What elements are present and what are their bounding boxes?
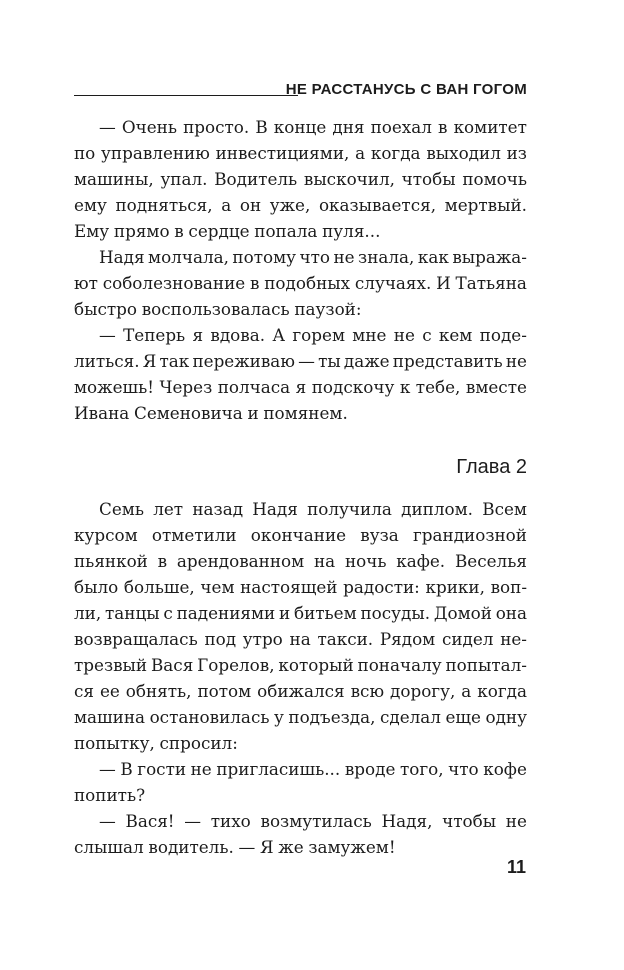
word: отметили	[151, 525, 237, 545]
word: не	[190, 759, 212, 779]
word: инвестициями,	[215, 143, 350, 163]
text-line	[74, 114, 527, 140]
word: Надя	[252, 499, 298, 519]
word: знала,	[358, 247, 415, 267]
running-header	[74, 79, 527, 99]
word: чем	[200, 577, 235, 597]
text-line	[74, 192, 527, 218]
word: подняться,	[115, 195, 213, 215]
word: Ему	[74, 221, 110, 241]
word: который	[278, 655, 354, 675]
word: прямо	[113, 221, 170, 241]
word: было	[74, 577, 119, 597]
word: пригласишь...	[216, 759, 341, 779]
word: на	[289, 629, 311, 649]
word: Очень	[121, 117, 177, 137]
word: кафе.	[396, 551, 446, 571]
word: А	[272, 325, 286, 345]
word: битьем	[293, 603, 357, 623]
word: больше,	[123, 577, 195, 597]
word: комитет	[453, 117, 527, 137]
word: выража-	[452, 247, 527, 267]
word: и	[279, 603, 291, 623]
word: попала	[254, 221, 318, 241]
word: мне	[352, 325, 387, 345]
word: уже,	[269, 195, 311, 215]
word: подобных	[264, 273, 351, 293]
word: одну	[485, 707, 527, 727]
word: подъезда,	[288, 707, 376, 727]
text-line	[74, 600, 527, 626]
text-line	[74, 296, 527, 322]
word: окончание	[250, 525, 347, 545]
word: еще	[445, 707, 481, 727]
word: я	[192, 325, 204, 345]
word: возмутилась	[260, 811, 372, 831]
word: крики,	[425, 577, 485, 597]
word: настоящей	[240, 577, 338, 597]
word: управлению	[101, 143, 210, 163]
word: Ивана	[74, 403, 130, 423]
word: к	[399, 377, 411, 397]
word: литься.	[74, 351, 140, 371]
word: молчала,	[148, 247, 229, 267]
text-line	[74, 322, 527, 348]
text-block-1	[74, 114, 527, 426]
word: диплом.	[401, 499, 473, 519]
text-line	[74, 244, 527, 270]
text-line	[74, 782, 527, 808]
text-line	[74, 548, 527, 574]
word: обижался	[257, 681, 345, 701]
word: воспользовалась	[141, 299, 290, 319]
word: с	[163, 603, 173, 623]
word: соболезнование	[102, 273, 246, 293]
word: потом	[197, 681, 252, 701]
word: остановилась	[149, 707, 270, 727]
word: паузой:	[294, 299, 362, 319]
word: Я	[142, 351, 157, 371]
word: назад	[192, 499, 244, 519]
word: поде-	[479, 325, 527, 345]
word: —	[238, 837, 256, 857]
word: так	[159, 351, 190, 371]
text-line	[74, 756, 527, 782]
word: оказывается,	[318, 195, 437, 215]
word: ее	[99, 681, 120, 701]
text-line	[74, 704, 527, 730]
text-line	[74, 808, 527, 834]
word: посуды.	[360, 603, 431, 623]
word: Семь	[99, 499, 144, 519]
word: водитель.	[148, 837, 234, 857]
word: сделал	[379, 707, 441, 727]
word: лет	[153, 499, 184, 519]
word: арендованном	[176, 551, 305, 571]
text-line	[74, 140, 527, 166]
word: курсом	[74, 525, 138, 545]
word: она	[495, 603, 527, 623]
word: представить	[392, 351, 503, 371]
word: падениями	[176, 603, 276, 623]
word: обнять,	[125, 681, 192, 701]
text-line	[74, 626, 527, 652]
word: когда	[370, 143, 421, 163]
word: Горелов,	[197, 655, 275, 675]
word: помочь	[462, 169, 527, 189]
word: Татьяна	[455, 273, 527, 293]
word: дорогу,	[390, 681, 456, 701]
word: попытку,	[74, 733, 155, 753]
word: ли,	[74, 603, 102, 623]
text-line	[74, 574, 527, 600]
word: вроде	[344, 759, 396, 779]
word: потому	[232, 247, 297, 267]
word: вуза	[360, 525, 399, 545]
word: И	[436, 273, 451, 293]
word: ему	[74, 195, 107, 215]
word: получила	[307, 499, 392, 519]
word: машины,	[74, 169, 154, 189]
word: того,	[399, 759, 444, 779]
word: Теперь	[123, 325, 186, 345]
word: случаях.	[354, 273, 432, 293]
text-line	[74, 166, 527, 192]
word: что	[299, 247, 330, 267]
text-line	[74, 834, 527, 860]
word: замужем!	[308, 837, 396, 857]
word: просто.	[183, 117, 250, 137]
word: пуля...	[322, 221, 381, 241]
word: под	[204, 629, 237, 649]
text-line	[74, 496, 527, 522]
word: дня	[332, 117, 365, 137]
chapter-title: Глава 2	[456, 456, 527, 478]
word: кофе	[483, 759, 527, 779]
word: ся	[74, 681, 94, 701]
word: Водитель	[214, 169, 298, 189]
word: что	[448, 759, 479, 779]
word: поехал	[370, 117, 432, 137]
word: такси.	[317, 629, 374, 649]
word: ночь	[344, 551, 387, 571]
word: сердце	[188, 221, 250, 241]
word: же	[278, 837, 304, 857]
word: из	[506, 143, 527, 163]
word: я	[295, 377, 307, 397]
text-line	[74, 730, 527, 756]
word: в	[250, 273, 260, 293]
text-block-2	[74, 496, 527, 860]
word: как	[417, 247, 449, 267]
word: конце	[273, 117, 327, 137]
word: переживаю	[192, 351, 295, 371]
word: машина	[74, 707, 146, 727]
word: ют	[74, 273, 98, 293]
word: попытал-	[445, 655, 527, 675]
header-rule	[74, 95, 298, 96]
word: чтобы	[442, 811, 497, 831]
word: возвращалась	[74, 629, 198, 649]
word: Надя	[99, 247, 145, 267]
word: танцы	[104, 603, 160, 623]
word: помянем.	[263, 403, 348, 423]
word: воп-	[490, 577, 527, 597]
word: в	[174, 221, 184, 241]
word: вместе	[465, 377, 527, 397]
word: вдова.	[210, 325, 266, 345]
word: ты	[318, 351, 341, 371]
word: тихо	[210, 811, 251, 831]
word: Я	[260, 837, 274, 857]
word: можешь!	[74, 377, 155, 397]
word: тебе,	[415, 377, 461, 397]
word: выскочил,	[303, 169, 395, 189]
word: Веселья	[454, 551, 527, 571]
word: упал.	[160, 169, 208, 189]
word: даже	[343, 351, 390, 371]
word: Через	[159, 377, 213, 397]
word: чтобы	[401, 169, 456, 189]
word: выходил	[426, 143, 501, 163]
word: утро	[242, 629, 283, 649]
word: не	[393, 325, 415, 345]
word: он	[239, 195, 262, 215]
text-line	[74, 652, 527, 678]
word: —	[298, 351, 315, 371]
word: Надя,	[381, 811, 433, 831]
word: не-	[500, 629, 527, 649]
word: горем	[292, 325, 345, 345]
word: по	[74, 143, 96, 163]
word: Вася!	[125, 811, 175, 831]
word: пьянкой	[74, 551, 148, 571]
word: спросил:	[159, 733, 238, 753]
word: на	[313, 551, 336, 571]
word: слышал	[74, 837, 144, 857]
word: Вася	[150, 655, 194, 675]
word: грандиозной	[413, 525, 527, 545]
word: Домой	[433, 603, 492, 623]
word: В	[255, 117, 268, 137]
word: кем	[438, 325, 473, 345]
word: Всем	[482, 499, 527, 519]
word: —	[99, 325, 116, 345]
word: мертвый.	[444, 195, 527, 215]
word: не	[505, 811, 527, 831]
text-line	[74, 218, 527, 244]
word: в	[157, 551, 168, 571]
word: а	[355, 143, 366, 163]
word: в	[438, 117, 448, 137]
text-line	[74, 522, 527, 548]
word: В	[120, 759, 133, 779]
word: поначалу	[357, 655, 442, 675]
word: Семеновича	[133, 403, 243, 423]
word: не	[333, 247, 355, 267]
text-line	[74, 374, 527, 400]
word: —	[99, 117, 116, 137]
text-line	[74, 348, 527, 374]
header-title: НЕ РАССТАНУСЬ С ВАН ГОГОМ	[285, 81, 527, 98]
word: —	[99, 759, 116, 779]
word: —	[184, 811, 202, 831]
word: радости:	[343, 577, 420, 597]
word: подскочу	[311, 377, 395, 397]
word: быстро	[74, 299, 137, 319]
word: полчаса	[217, 377, 291, 397]
word: а	[221, 195, 232, 215]
word: сидел	[441, 629, 494, 649]
word: трезвый	[74, 655, 148, 675]
text-line	[74, 678, 527, 704]
word: гости	[137, 759, 187, 779]
word: когда	[477, 681, 527, 701]
word: не	[505, 351, 527, 371]
word: —	[99, 811, 116, 831]
word: попить?	[74, 785, 146, 805]
page-number: 11	[506, 857, 526, 877]
word: с	[422, 325, 432, 345]
text-line	[74, 400, 527, 426]
word: а	[461, 681, 472, 701]
text-line	[74, 270, 527, 296]
word: Рядом	[379, 629, 436, 649]
word: у	[274, 707, 284, 727]
word: и	[247, 403, 259, 423]
word: всю	[350, 681, 385, 701]
